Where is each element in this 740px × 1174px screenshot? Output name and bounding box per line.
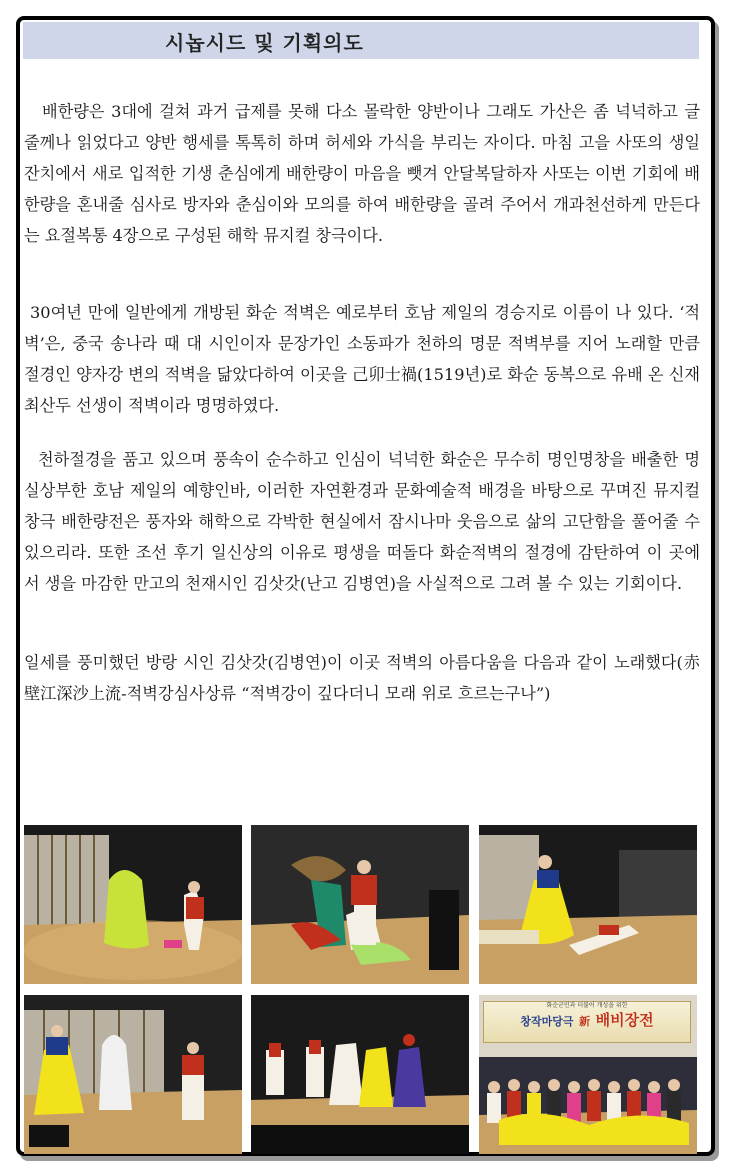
poster-title-main: 배비장전 <box>595 1011 654 1029</box>
poster-title-new: 新 <box>579 1015 591 1028</box>
group-photo-poster <box>479 995 697 1154</box>
paragraph-poem: 일세를 풍미했던 방랑 시인 김삿갓(김병연)이 이곳 적벽의 아름다움을 다음과 같이 노래했다(赤壁江深沙上流-적벽강심사상류 “적벽강이 깊다더니 모래 위로 흐르는구나”) <box>24 653 700 703</box>
stage-photo-1 <box>24 825 242 984</box>
paragraph-hwasun: 천하절경을 품고 있으며 풍속이 순수하고 인심이 넉넉한 화순은 무수히 명인명창을 배출한 명실상부한 호남 제일의 예향인바, 이러한 자연환경과 문화예술적 배경을 바탕으로 꾸며진 뮤지컬 창극 배한량전은 풍자와 해학으로 각박한 현실에서 잠시나마 웃음으로 삶의 고단함을 풀어줄 수 있으리라. 또한 조선 후기 일신상의 이유로 평생을 떠돌다 화순적벽의 절경에 감탄하여 이 곳에서 생을 마감한 만고의 천재시인 김삿갓(난고 김병연)을 사실적으로 그려 볼 수 있는 기회이다. <box>24 450 700 593</box>
stage-photo-4 <box>24 995 242 1154</box>
stage-photo-5 <box>251 995 469 1154</box>
poster-subtitle: 화순군민과 더불어 개성을 위한 <box>546 1002 628 1009</box>
poster-title-prefix: 창작마당극 <box>520 1015 574 1028</box>
paragraph-synopsis: 배한량은 3대에 걸쳐 과거 급제를 못해 다소 몰락한 양반이나 그래도 가산은 좀 넉넉하고 글 줄께나 읽었다고 양반 행세를 톡톡히 하며 허세와 가식을 부리는 자이다. 마침 고을 사또의 생일 잔치에서 새로 입적한 기생 춘심에게 배한량이 마음을 뺏겨 안달복달하자 사또는 이번 기회에 배한량을 혼내줄 심사로 방자와 춘심이와 모의를 하여 배한량을 골려 주어서 개과천선하게 만든다는 요절복통 4장으로 구성된 해학 뮤지컬 창극이다. <box>24 102 700 245</box>
paragraph-jeokbyeok: 30여년 만에 일반에게 개방된 화순 적벽은 예로부터 호남 제일의 경승지로 이름이 나 있다. ‘적벽’은, 중국 송나라 때 대 시인이자 문장가인 소동파가 천하의 명문 적벽부를 지어 노래할 만큼 절경인 양자강 변의 적벽을 닮았다하여 이곳을 己卯士禍(1519년)로 화순 동복으로 유배 온 신재 최산두 선생이 적벽이라 명명하였다. <box>24 303 700 415</box>
section-title: 시놉시드 및 기획의도 <box>165 31 364 55</box>
stage-photo-2 <box>251 825 469 984</box>
stage-photo-3 <box>479 825 697 984</box>
poster-banner <box>483 1001 691 1043</box>
